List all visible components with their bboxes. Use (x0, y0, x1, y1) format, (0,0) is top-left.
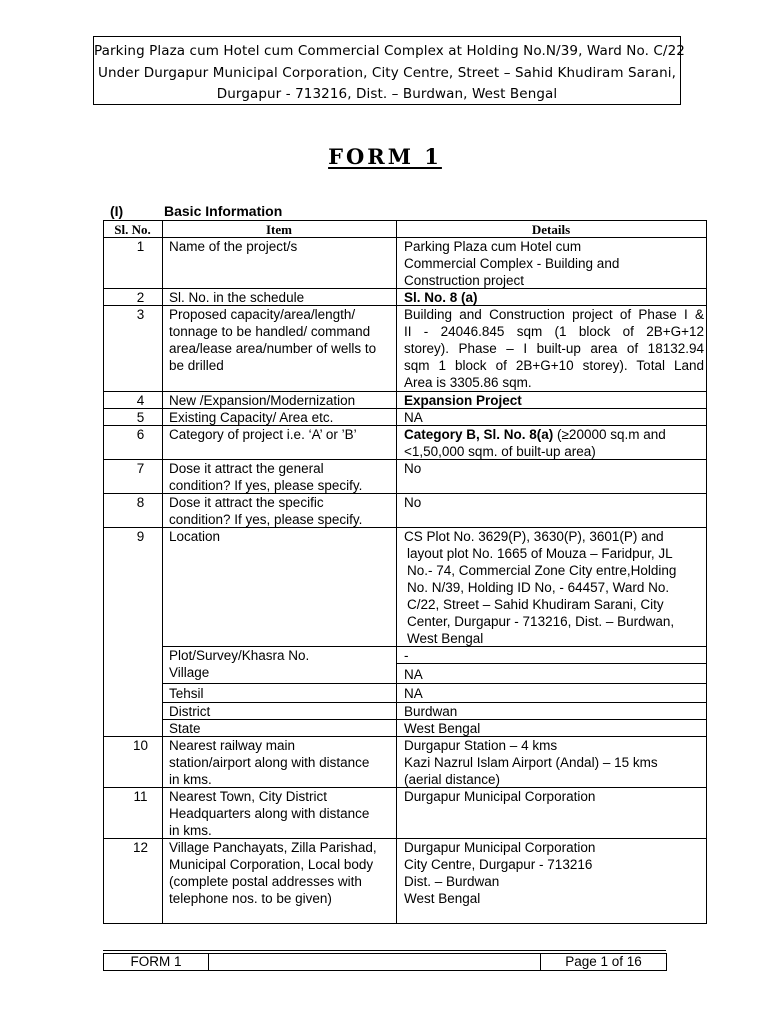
village-value: NA (404, 667, 423, 682)
row-10-item-line-1: Nearest railway main (169, 738, 296, 753)
section-title: Basic Information (164, 203, 283, 219)
row-8-item-line-1: Dose it attract the specific (169, 495, 324, 510)
row-10-details-line-2: Kazi Nazrul Islam Airport (Andal) – 15 kms (404, 755, 658, 770)
row-3-details-line-3: storey). Phase – I built-up area of 18132.94 (404, 341, 704, 356)
row-7-item-line-2: condition? If yes, please specify. (169, 478, 363, 493)
row-3-details-line-2: II - 24046.845 sqm (1 block of 2B+G+12 (404, 324, 704, 339)
row-9-details-line-3: No.- 74, Commercial Zone City entre,Holding (407, 563, 677, 578)
row-7-item-line-1: Dose it attract the general (169, 461, 324, 476)
district-value: Burdwan (404, 704, 458, 719)
row-10-sl: 10 (132, 738, 149, 753)
row-10-item-line-2: station/airport along with distance (169, 755, 370, 770)
tehsil-label: Tehsil (169, 686, 204, 701)
row-9-sl: 9 (136, 529, 145, 544)
row-4-details: Expansion Project (404, 393, 522, 408)
row-8-details: No (404, 495, 422, 510)
row-6-item: Category of project i.e. ‘A’ or ’B’ (169, 427, 357, 442)
row-4-item: New /Expansion/Modernization (169, 393, 356, 408)
plot-survey-label: Plot/Survey/Khasra No. (169, 648, 310, 663)
state-label: State (169, 721, 201, 736)
row-12-details-line-1: Durgapur Municipal Corporation (404, 840, 596, 855)
column-header-item: Item (266, 222, 292, 237)
row-9-details-line-7: West Bengal (407, 631, 484, 646)
row-3-item-line-2: tonnage to be handled/ command (169, 324, 371, 339)
row-9-item: Location (169, 529, 221, 544)
row-12-item-line-2: Municipal Corporation, Local body (169, 857, 374, 872)
row-3-item-line-1: Proposed capacity/area/length/ (169, 307, 356, 322)
state-value: West Bengal (404, 721, 481, 736)
row-3-sl: 3 (136, 307, 145, 322)
row-6-details-line-1 (404, 426, 704, 443)
row-3-details-line-1: Building and Construction project of Phase I & (404, 307, 704, 322)
header-line-3: Durgapur - 713216, Dist. – Burdwan, West Bengal (216, 86, 558, 102)
row-3-item-line-4: be drilled (169, 358, 224, 373)
row-9-details-line-1: CS Plot No. 3629(P), 3630(P), 3601(P) and (404, 529, 664, 544)
form-title: FORM 1 (328, 144, 442, 169)
row-12-item-line-1: Village Panchayats, Zilla Parishad, (169, 840, 377, 855)
header-line-1: Parking Plaza cum Hotel cum Commercial Complex at Holding No.N/39, Ward No. C/22 (94, 43, 685, 59)
row-3-details-line-5: Area is 3305.86 sqm. (404, 375, 532, 390)
row-6-category: Category B, Sl. No. 8(a) (404, 427, 554, 442)
row-6-details-line-2: <1,50,000 sqm. of built-up area) (404, 444, 596, 459)
row-12-sl: 12 (132, 840, 149, 855)
row-11-details: Durgapur Municipal Corporation (404, 789, 596, 804)
footer-page-number: Page 1 of 16 (540, 953, 667, 971)
district-label: District (169, 704, 211, 719)
section-number: (I) (110, 203, 124, 219)
row-5-details: NA (404, 410, 423, 425)
header-line-2: Under Durgapur Municipal Corporation, City Centre, Street – Sahid Khudiram Sarani, (98, 65, 676, 81)
footer-rule (103, 950, 666, 951)
row-2-item: Sl. No. in the schedule (169, 290, 305, 305)
row-2-details: Sl. No. 8 (a) (404, 290, 478, 305)
project-header-box (93, 36, 685, 105)
row-12-details-line-3: Dist. – Burdwan (404, 874, 500, 889)
row-7-sl: 7 (136, 461, 145, 476)
row-5-sl: 5 (136, 410, 145, 425)
row-8-item-line-2: condition? If yes, please specify. (169, 512, 363, 527)
row-11-item-line-1: Nearest Town, City District (169, 789, 328, 804)
footer-form-label: FORM 1 (103, 953, 209, 971)
column-header-details: Details (531, 222, 571, 237)
row-12-details-line-4: West Bengal (404, 891, 481, 906)
footer-blank-cell (208, 953, 541, 971)
row-12-item-line-4: telephone nos. to be given) (169, 891, 332, 906)
row-10-details-line-3: (aerial distance) (404, 772, 501, 787)
row-1-item: Name of the project/s (169, 239, 298, 254)
row-9-details-line-5: C/22, Street – Sahid Khudiram Sarani, City (407, 597, 664, 612)
row-1-sl: 1 (136, 239, 145, 254)
row-6-sl: 6 (136, 427, 145, 442)
row-1-details-line-2: Commercial Complex - Building and (404, 256, 620, 271)
plot-survey-value: - (404, 648, 409, 663)
row-9-details-line-2: layout plot No. 1665 of Mouza – Faridpur, JL (407, 546, 673, 561)
row-1-details-line-3: Construction project (404, 273, 525, 288)
row-7-details: No (404, 461, 422, 476)
row-9-details-line-6: Center, Durgapur - 713216, Dist. – Burdwan, (407, 614, 675, 629)
village-label: Village (169, 665, 210, 680)
row-12-item-line-3: (complete postal addresses with (169, 874, 362, 889)
row-10-details-line-1: Durgapur Station – 4 kms (404, 738, 558, 753)
row-3-item-line-3: area/lease area/number of wells to (169, 341, 377, 356)
row-6-range: (≥20000 sq.m and (553, 427, 666, 442)
row-8-sl: 8 (136, 495, 145, 510)
row-11-item-line-3: in kms. (169, 823, 212, 838)
row-3-details-line-4: sqm 1 block of 2B+G+10 storey). Total Land (404, 358, 704, 373)
row-5-item: Existing Capacity/ Area etc. (169, 410, 334, 425)
row-4-sl: 4 (136, 393, 145, 408)
row-1-details-line-1: Parking Plaza cum Hotel cum (404, 239, 582, 254)
row-11-sl: 11 (133, 789, 148, 804)
row-10-item-line-3: in kms. (169, 772, 212, 787)
row-11-item-line-2: Headquarters along with distance (169, 806, 370, 821)
row-12-details-line-2: City Centre, Durgapur - 713216 (404, 857, 593, 872)
tehsil-value: NA (404, 686, 423, 701)
row-2-sl: 2 (136, 290, 145, 305)
column-header-sl-no: Sl. No. (114, 222, 151, 237)
row-9-details-line-4: No. N/39, Holding ID No, - 64457, Ward No. (407, 580, 670, 595)
